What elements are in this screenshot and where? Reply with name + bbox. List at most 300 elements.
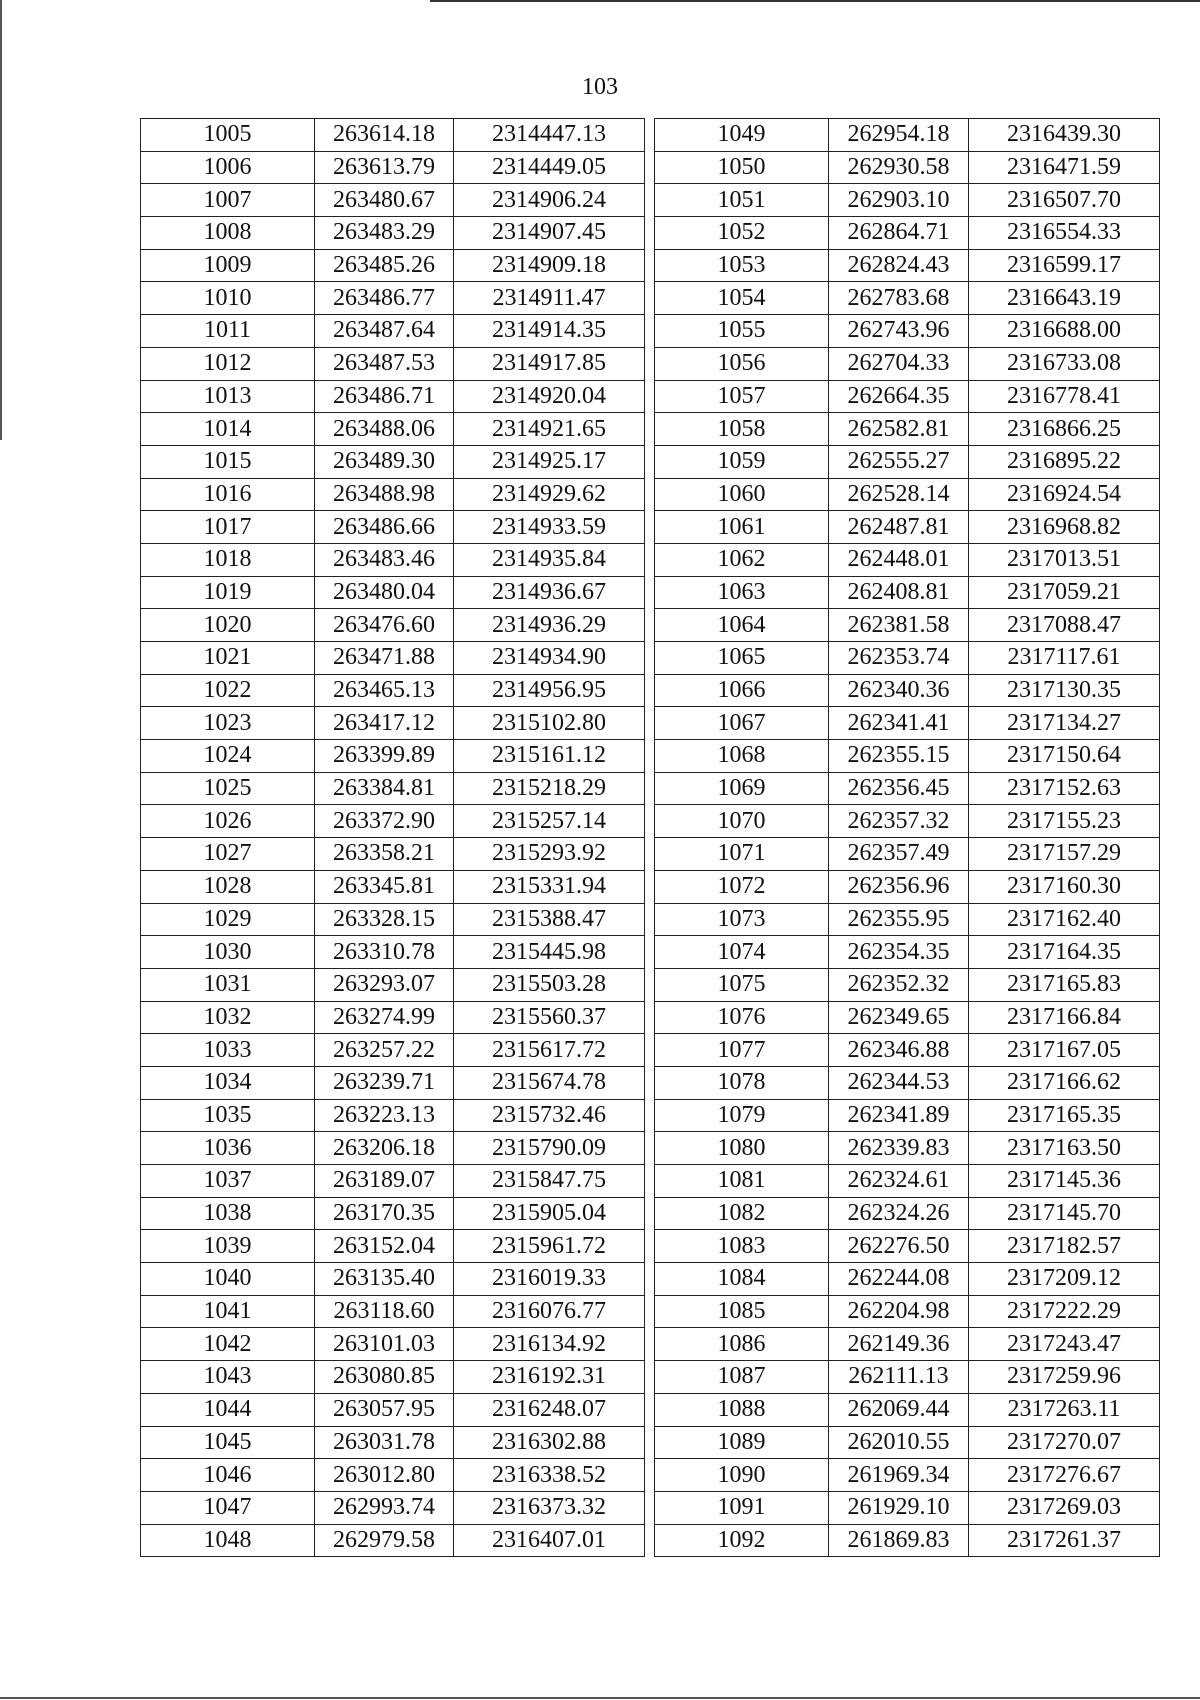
table-row [655, 380, 1160, 413]
y-coordinate-cell: 2317145.70 [969, 1197, 1160, 1230]
point-id-cell: 1036 [141, 1132, 315, 1165]
y-coordinate-cell: 2316192.31 [454, 1361, 645, 1394]
y-coordinate-cell: 2315293.92 [454, 838, 645, 871]
x-coordinate-cell: 262353.74 [829, 642, 969, 675]
table-row [655, 217, 1160, 250]
point-id-cell: 1067 [655, 707, 829, 740]
point-id-cell: 1028 [141, 870, 315, 903]
x-coordinate-cell: 263223.13 [315, 1099, 454, 1132]
y-coordinate-cell: 2317157.29 [969, 838, 1160, 871]
x-coordinate-cell: 263613.79 [315, 151, 454, 184]
table-row [141, 543, 645, 576]
table-row [141, 1165, 645, 1198]
x-coordinate-cell: 263012.80 [315, 1459, 454, 1492]
y-coordinate-cell: 2314929.62 [454, 478, 645, 511]
table-row [141, 445, 645, 478]
x-coordinate-cell: 263057.95 [315, 1393, 454, 1426]
table-row [655, 1066, 1160, 1099]
y-coordinate-cell: 2316733.08 [969, 347, 1160, 380]
table-row [655, 805, 1160, 838]
point-id-cell: 1030 [141, 936, 315, 969]
point-id-cell: 1065 [655, 642, 829, 675]
y-coordinate-cell: 2316778.41 [969, 380, 1160, 413]
x-coordinate-cell: 261929.10 [829, 1491, 969, 1524]
point-id-cell: 1064 [655, 609, 829, 642]
y-coordinate-cell: 2317182.57 [969, 1230, 1160, 1263]
point-id-cell: 1055 [655, 315, 829, 348]
point-id-cell: 1031 [141, 968, 315, 1001]
point-id-cell: 1060 [655, 478, 829, 511]
y-coordinate-cell: 2316643.19 [969, 282, 1160, 315]
x-coordinate-cell: 263486.71 [315, 380, 454, 413]
point-id-cell: 1057 [655, 380, 829, 413]
y-coordinate-cell: 2315905.04 [454, 1197, 645, 1230]
y-coordinate-cell: 2317243.47 [969, 1328, 1160, 1361]
table-row [141, 1034, 645, 1067]
point-id-cell: 1091 [655, 1491, 829, 1524]
point-id-cell: 1075 [655, 968, 829, 1001]
table-row [141, 1426, 645, 1459]
x-coordinate-cell: 263080.85 [315, 1361, 454, 1394]
y-coordinate-cell: 2315617.72 [454, 1034, 645, 1067]
table-row [655, 838, 1160, 871]
point-id-cell: 1047 [141, 1491, 315, 1524]
point-id-cell: 1044 [141, 1393, 315, 1426]
x-coordinate-cell: 262276.50 [829, 1230, 969, 1263]
x-coordinate-cell: 262704.33 [829, 347, 969, 380]
y-coordinate-cell: 2317222.29 [969, 1295, 1160, 1328]
coordinate-table-right [654, 118, 1160, 1557]
x-coordinate-cell: 262010.55 [829, 1426, 969, 1459]
point-id-cell: 1061 [655, 511, 829, 544]
point-id-cell: 1089 [655, 1426, 829, 1459]
point-id-cell: 1042 [141, 1328, 315, 1361]
table-row [141, 707, 645, 740]
table-row [141, 511, 645, 544]
x-coordinate-cell: 263257.22 [315, 1034, 454, 1067]
y-coordinate-cell: 2314935.84 [454, 543, 645, 576]
x-coordinate-cell: 262344.53 [829, 1066, 969, 1099]
point-id-cell: 1005 [141, 119, 315, 152]
y-coordinate-cell: 2314447.13 [454, 119, 645, 152]
table-row [655, 1459, 1160, 1492]
table-row [141, 380, 645, 413]
x-coordinate-cell: 263480.04 [315, 576, 454, 609]
y-coordinate-cell: 2314907.45 [454, 217, 645, 250]
table-row [141, 1230, 645, 1263]
x-coordinate-cell: 263031.78 [315, 1426, 454, 1459]
point-id-cell: 1006 [141, 151, 315, 184]
x-coordinate-cell: 262487.81 [829, 511, 969, 544]
x-coordinate-cell: 263471.88 [315, 642, 454, 675]
y-coordinate-cell: 2315218.29 [454, 772, 645, 805]
table-row [655, 413, 1160, 446]
x-coordinate-cell: 262356.96 [829, 870, 969, 903]
table-row [141, 740, 645, 773]
x-coordinate-cell: 262149.36 [829, 1328, 969, 1361]
y-coordinate-cell: 2317209.12 [969, 1263, 1160, 1296]
table-row [655, 1034, 1160, 1067]
point-id-cell: 1054 [655, 282, 829, 315]
x-coordinate-cell: 263118.60 [315, 1295, 454, 1328]
x-coordinate-cell: 263489.30 [315, 445, 454, 478]
x-coordinate-cell: 262355.95 [829, 903, 969, 936]
point-id-cell: 1085 [655, 1295, 829, 1328]
y-coordinate-cell: 2315503.28 [454, 968, 645, 1001]
y-coordinate-cell: 2317259.96 [969, 1361, 1160, 1394]
point-id-cell: 1056 [655, 347, 829, 380]
point-id-cell: 1068 [655, 740, 829, 773]
point-id-cell: 1019 [141, 576, 315, 609]
point-id-cell: 1007 [141, 184, 315, 217]
x-coordinate-cell: 263293.07 [315, 968, 454, 1001]
point-id-cell: 1051 [655, 184, 829, 217]
x-coordinate-cell: 262954.18 [829, 119, 969, 152]
y-coordinate-cell: 2317163.50 [969, 1132, 1160, 1165]
table-row [655, 151, 1160, 184]
y-coordinate-cell: 2314911.47 [454, 282, 645, 315]
x-coordinate-cell: 262349.65 [829, 1001, 969, 1034]
y-coordinate-cell: 2317166.84 [969, 1001, 1160, 1034]
point-id-cell: 1070 [655, 805, 829, 838]
point-id-cell: 1074 [655, 936, 829, 969]
point-id-cell: 1082 [655, 1197, 829, 1230]
table-row [655, 870, 1160, 903]
table-row [655, 1132, 1160, 1165]
y-coordinate-cell: 2317167.05 [969, 1034, 1160, 1067]
point-id-cell: 1018 [141, 543, 315, 576]
x-coordinate-cell: 262528.14 [829, 478, 969, 511]
table-row [141, 1132, 645, 1165]
scan-edge-bottom [0, 1697, 1200, 1699]
y-coordinate-cell: 2314934.90 [454, 642, 645, 675]
point-id-cell: 1015 [141, 445, 315, 478]
y-coordinate-cell: 2317164.35 [969, 936, 1160, 969]
table-row [141, 838, 645, 871]
y-coordinate-cell: 2314920.04 [454, 380, 645, 413]
table-row [141, 315, 645, 348]
x-coordinate-cell: 263487.53 [315, 347, 454, 380]
table-row [141, 1491, 645, 1524]
y-coordinate-cell: 2317166.62 [969, 1066, 1160, 1099]
table-row [655, 1295, 1160, 1328]
x-coordinate-cell: 262354.35 [829, 936, 969, 969]
table-row [141, 968, 645, 1001]
table-row [655, 445, 1160, 478]
y-coordinate-cell: 2317155.23 [969, 805, 1160, 838]
table-row [141, 642, 645, 675]
point-id-cell: 1038 [141, 1197, 315, 1230]
y-coordinate-cell: 2314936.29 [454, 609, 645, 642]
point-id-cell: 1059 [655, 445, 829, 478]
point-id-cell: 1078 [655, 1066, 829, 1099]
y-coordinate-cell: 2317270.07 [969, 1426, 1160, 1459]
x-coordinate-cell: 262448.01 [829, 543, 969, 576]
x-coordinate-cell: 262381.58 [829, 609, 969, 642]
point-id-cell: 1027 [141, 838, 315, 871]
y-coordinate-cell: 2317134.27 [969, 707, 1160, 740]
scan-edge-left [0, 0, 2, 440]
table-row [141, 772, 645, 805]
x-coordinate-cell: 262993.74 [315, 1491, 454, 1524]
table-row [655, 772, 1160, 805]
x-coordinate-cell: 262864.71 [829, 217, 969, 250]
y-coordinate-cell: 2316866.25 [969, 413, 1160, 446]
point-id-cell: 1016 [141, 478, 315, 511]
table-row [655, 576, 1160, 609]
table-row [655, 1197, 1160, 1230]
x-coordinate-cell: 262324.26 [829, 1197, 969, 1230]
x-coordinate-cell: 262357.49 [829, 838, 969, 871]
table-row [141, 936, 645, 969]
y-coordinate-cell: 2316373.32 [454, 1491, 645, 1524]
table-row [655, 1393, 1160, 1426]
x-coordinate-cell: 262069.44 [829, 1393, 969, 1426]
x-coordinate-cell: 263239.71 [315, 1066, 454, 1099]
point-id-cell: 1043 [141, 1361, 315, 1394]
table-row [141, 478, 645, 511]
x-coordinate-cell: 262930.58 [829, 151, 969, 184]
point-id-cell: 1063 [655, 576, 829, 609]
x-coordinate-cell: 263135.40 [315, 1263, 454, 1296]
point-id-cell: 1053 [655, 249, 829, 282]
x-coordinate-cell: 263486.77 [315, 282, 454, 315]
table-row [655, 1263, 1160, 1296]
x-coordinate-cell: 262743.96 [829, 315, 969, 348]
table-row [141, 347, 645, 380]
table-row [655, 478, 1160, 511]
table-row [655, 1099, 1160, 1132]
y-coordinate-cell: 2317276.67 [969, 1459, 1160, 1492]
y-coordinate-cell: 2314933.59 [454, 511, 645, 544]
point-id-cell: 1029 [141, 903, 315, 936]
y-coordinate-cell: 2317117.61 [969, 642, 1160, 675]
y-coordinate-cell: 2317130.35 [969, 674, 1160, 707]
point-id-cell: 1077 [655, 1034, 829, 1067]
point-id-cell: 1022 [141, 674, 315, 707]
x-coordinate-cell: 262356.45 [829, 772, 969, 805]
x-coordinate-cell: 263480.67 [315, 184, 454, 217]
table-row [655, 1001, 1160, 1034]
y-coordinate-cell: 2315161.12 [454, 740, 645, 773]
table-row [141, 805, 645, 838]
table-row [141, 151, 645, 184]
y-coordinate-cell: 2315674.78 [454, 1066, 645, 1099]
y-coordinate-cell: 2315560.37 [454, 1001, 645, 1034]
y-coordinate-cell: 2317059.21 [969, 576, 1160, 609]
table-row [141, 1001, 645, 1034]
point-id-cell: 1046 [141, 1459, 315, 1492]
x-coordinate-cell: 262341.41 [829, 707, 969, 740]
table-row [141, 1328, 645, 1361]
y-coordinate-cell: 2315961.72 [454, 1230, 645, 1263]
table-row [655, 315, 1160, 348]
point-id-cell: 1014 [141, 413, 315, 446]
y-coordinate-cell: 2314956.95 [454, 674, 645, 707]
point-id-cell: 1058 [655, 413, 829, 446]
x-coordinate-cell: 263487.64 [315, 315, 454, 348]
y-coordinate-cell: 2316688.00 [969, 315, 1160, 348]
point-id-cell: 1081 [655, 1165, 829, 1198]
table-row [655, 1426, 1160, 1459]
point-id-cell: 1041 [141, 1295, 315, 1328]
point-id-cell: 1087 [655, 1361, 829, 1394]
y-coordinate-cell: 2317152.63 [969, 772, 1160, 805]
y-coordinate-cell: 2314936.67 [454, 576, 645, 609]
point-id-cell: 1086 [655, 1328, 829, 1361]
x-coordinate-cell: 263488.06 [315, 413, 454, 446]
point-id-cell: 1034 [141, 1066, 315, 1099]
point-id-cell: 1009 [141, 249, 315, 282]
table-row [655, 707, 1160, 740]
table-row [141, 1295, 645, 1328]
y-coordinate-cell: 2315790.09 [454, 1132, 645, 1165]
table-row [655, 1230, 1160, 1263]
x-coordinate-cell: 262664.35 [829, 380, 969, 413]
y-coordinate-cell: 2314906.24 [454, 184, 645, 217]
y-coordinate-cell: 2316076.77 [454, 1295, 645, 1328]
point-id-cell: 1039 [141, 1230, 315, 1263]
table-row [141, 1263, 645, 1296]
y-coordinate-cell: 2316407.01 [454, 1524, 645, 1557]
x-coordinate-cell: 263372.90 [315, 805, 454, 838]
point-id-cell: 1072 [655, 870, 829, 903]
table-row [655, 347, 1160, 380]
y-coordinate-cell: 2317145.36 [969, 1165, 1160, 1198]
y-coordinate-cell: 2317162.40 [969, 903, 1160, 936]
table-row [141, 413, 645, 446]
y-coordinate-cell: 2316895.22 [969, 445, 1160, 478]
x-coordinate-cell: 262352.32 [829, 968, 969, 1001]
y-coordinate-cell: 2316248.07 [454, 1393, 645, 1426]
y-coordinate-cell: 2316554.33 [969, 217, 1160, 250]
table-row [655, 1361, 1160, 1394]
table-row [141, 609, 645, 642]
x-coordinate-cell: 263345.81 [315, 870, 454, 903]
y-coordinate-cell: 2317165.83 [969, 968, 1160, 1001]
point-id-cell: 1048 [141, 1524, 315, 1557]
y-coordinate-cell: 2316302.88 [454, 1426, 645, 1459]
x-coordinate-cell: 263328.15 [315, 903, 454, 936]
x-coordinate-cell: 261969.34 [829, 1459, 969, 1492]
x-coordinate-cell: 262357.32 [829, 805, 969, 838]
point-id-cell: 1050 [655, 151, 829, 184]
point-id-cell: 1088 [655, 1393, 829, 1426]
table-row [141, 282, 645, 315]
y-coordinate-cell: 2317263.11 [969, 1393, 1160, 1426]
point-id-cell: 1052 [655, 217, 829, 250]
x-coordinate-cell: 263488.98 [315, 478, 454, 511]
table-row [141, 1361, 645, 1394]
x-coordinate-cell: 263465.13 [315, 674, 454, 707]
point-id-cell: 1025 [141, 772, 315, 805]
point-id-cell: 1024 [141, 740, 315, 773]
x-coordinate-cell: 262903.10 [829, 184, 969, 217]
x-coordinate-cell: 263189.07 [315, 1165, 454, 1198]
point-id-cell: 1012 [141, 347, 315, 380]
point-id-cell: 1010 [141, 282, 315, 315]
y-coordinate-cell: 2314917.85 [454, 347, 645, 380]
point-id-cell: 1013 [141, 380, 315, 413]
x-coordinate-cell: 263399.89 [315, 740, 454, 773]
point-id-cell: 1069 [655, 772, 829, 805]
y-coordinate-cell: 2315257.14 [454, 805, 645, 838]
coordinate-table-left [140, 118, 645, 1557]
table-row [141, 1066, 645, 1099]
x-coordinate-cell: 263483.29 [315, 217, 454, 250]
x-coordinate-cell: 263485.26 [315, 249, 454, 282]
x-coordinate-cell: 263170.35 [315, 1197, 454, 1230]
x-coordinate-cell: 262339.83 [829, 1132, 969, 1165]
point-id-cell: 1017 [141, 511, 315, 544]
table-row [141, 1197, 645, 1230]
x-coordinate-cell: 262783.68 [829, 282, 969, 315]
point-id-cell: 1026 [141, 805, 315, 838]
x-coordinate-cell: 262324.61 [829, 1165, 969, 1198]
y-coordinate-cell: 2314925.17 [454, 445, 645, 478]
x-coordinate-cell: 263384.81 [315, 772, 454, 805]
table-row [655, 1165, 1160, 1198]
table-row [141, 1524, 645, 1557]
x-coordinate-cell: 263417.12 [315, 707, 454, 740]
x-coordinate-cell: 263486.66 [315, 511, 454, 544]
point-id-cell: 1011 [141, 315, 315, 348]
y-coordinate-cell: 2314909.18 [454, 249, 645, 282]
table-row [655, 674, 1160, 707]
point-id-cell: 1083 [655, 1230, 829, 1263]
y-coordinate-cell: 2315445.98 [454, 936, 645, 969]
table-row [655, 249, 1160, 282]
point-id-cell: 1021 [141, 642, 315, 675]
x-coordinate-cell: 262341.89 [829, 1099, 969, 1132]
table-row [141, 119, 645, 152]
table-row [655, 511, 1160, 544]
y-coordinate-cell: 2315388.47 [454, 903, 645, 936]
x-coordinate-cell: 263310.78 [315, 936, 454, 969]
x-coordinate-cell: 262555.27 [829, 445, 969, 478]
x-coordinate-cell: 263274.99 [315, 1001, 454, 1034]
x-coordinate-cell: 261869.83 [829, 1524, 969, 1557]
y-coordinate-cell: 2316338.52 [454, 1459, 645, 1492]
point-id-cell: 1020 [141, 609, 315, 642]
point-id-cell: 1092 [655, 1524, 829, 1557]
table-row [655, 119, 1160, 152]
table-row [655, 936, 1160, 969]
y-coordinate-cell: 2316507.70 [969, 184, 1160, 217]
y-coordinate-cell: 2317013.51 [969, 543, 1160, 576]
x-coordinate-cell: 263614.18 [315, 119, 454, 152]
x-coordinate-cell: 262408.81 [829, 576, 969, 609]
x-coordinate-cell: 262824.43 [829, 249, 969, 282]
x-coordinate-cell: 263483.46 [315, 543, 454, 576]
y-coordinate-cell: 2315732.46 [454, 1099, 645, 1132]
table-row [655, 282, 1160, 315]
point-id-cell: 1040 [141, 1263, 315, 1296]
table-row [141, 903, 645, 936]
table-row [141, 576, 645, 609]
y-coordinate-cell: 2316599.17 [969, 249, 1160, 282]
table-row [655, 1491, 1160, 1524]
point-id-cell: 1079 [655, 1099, 829, 1132]
x-coordinate-cell: 262204.98 [829, 1295, 969, 1328]
point-id-cell: 1062 [655, 543, 829, 576]
scan-edge-top [430, 0, 1200, 2]
point-id-cell: 1023 [141, 707, 315, 740]
x-coordinate-cell: 262346.88 [829, 1034, 969, 1067]
y-coordinate-cell: 2317261.37 [969, 1524, 1160, 1557]
point-id-cell: 1071 [655, 838, 829, 871]
point-id-cell: 1045 [141, 1426, 315, 1459]
